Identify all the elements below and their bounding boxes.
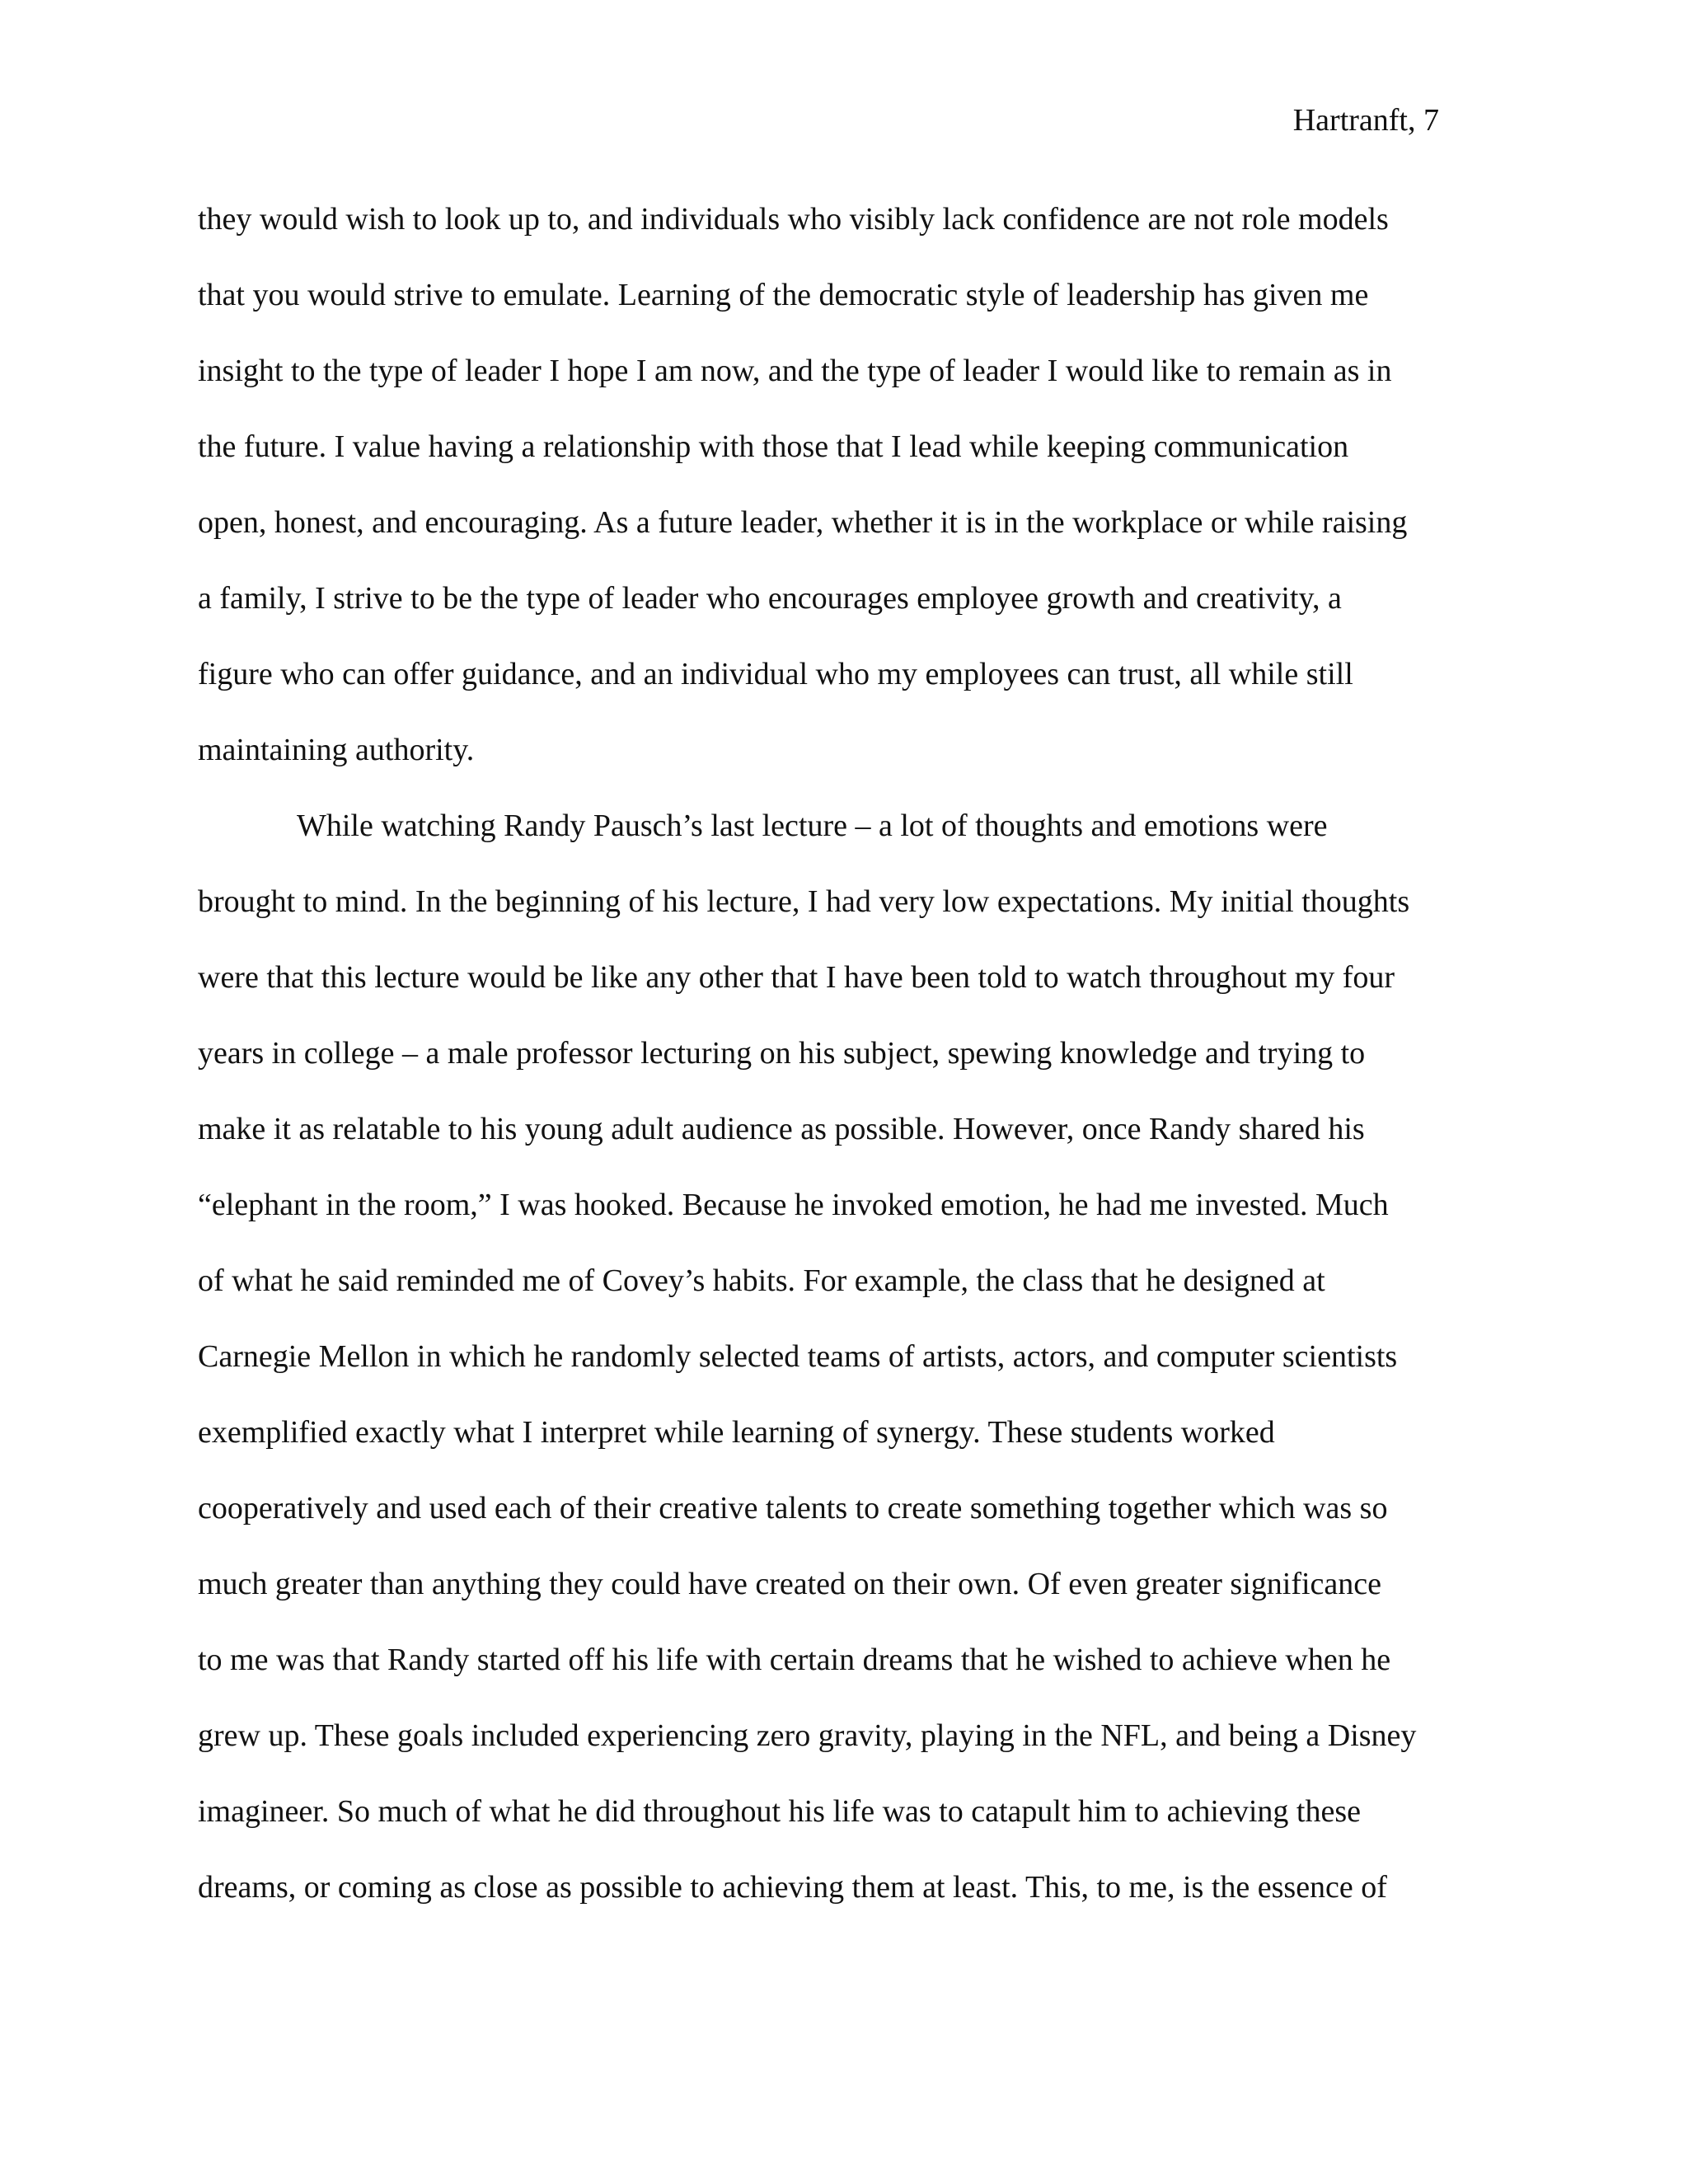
text-line: to me was that Randy started off his life with certain dreams that he wished to achieve when he xyxy=(198,1643,1391,1677)
text-line: Carnegie Mellon in which he randomly selected teams of artists, actors, and computer scientists xyxy=(198,1339,1398,1374)
text-line: brought to mind. In the beginning of his lecture, I had very low expectations. My initial thoughts xyxy=(198,884,1410,919)
body-text xyxy=(198,196,1517,1940)
paragraph xyxy=(198,803,1517,1940)
text-line: make it as relatable to his young adult audience as possible. However, once Randy shared his xyxy=(198,1112,1365,1146)
text-line: insight to the type of leader I hope I am now, and the type of leader I would like to remain as in xyxy=(198,354,1392,388)
text-line: “elephant in the room,” I was hooked. Because he invoked emotion, he had me invested. Much xyxy=(198,1188,1389,1222)
text-line: figure who can offer guidance, and an individual who my employees can trust, all while still xyxy=(198,657,1353,691)
text-line: they would wish to look up to, and individuals who visibly lack confidence are not role models xyxy=(198,202,1389,237)
text-line: While watching Randy Pausch’s last lecture – a lot of thoughts and emotions were xyxy=(297,808,1328,843)
text-line: much greater than anything they could have created on their own. Of even greater significance xyxy=(198,1567,1382,1601)
text-line: grew up. These goals included experiencing zero gravity, playing in the NFL, and being a Disney xyxy=(198,1718,1417,1753)
text-line: of what he said reminded me of Covey’s habits. For example, the class that he designed at xyxy=(198,1263,1325,1298)
running-head: Hartranft, 7 xyxy=(1292,103,1439,138)
text-line: that you would strive to emulate. Learning of the democratic style of leadership has given me xyxy=(198,278,1369,312)
text-line: dreams, or coming as close as possible to achieving them at least. This, to me, is the essence of xyxy=(198,1870,1387,1905)
text-line: exemplified exactly what I interpret while learning of synergy. These students worked xyxy=(198,1415,1275,1450)
text-line: a family, I strive to be the type of leader who encourages employee growth and creativity, a xyxy=(198,581,1342,616)
text-line: maintaining authority. xyxy=(198,733,475,767)
paragraph xyxy=(198,196,1517,803)
text-line: open, honest, and encouraging. As a future leader, whether it is in the workplace or while raising xyxy=(198,505,1408,540)
text-line: were that this lecture would be like any other that I have been told to watch throughout my four xyxy=(198,960,1395,995)
text-line: the future. I value having a relationship with those that I lead while keeping communication xyxy=(198,429,1349,464)
text-line: cooperatively and used each of their creative talents to create something together which was so xyxy=(198,1491,1388,1526)
text-line: imagineer. So much of what he did throughout his life was to catapult him to achieving these xyxy=(198,1794,1361,1829)
text-line: years in college – a male professor lecturing on his subject, spewing knowledge and trying to xyxy=(198,1036,1366,1071)
